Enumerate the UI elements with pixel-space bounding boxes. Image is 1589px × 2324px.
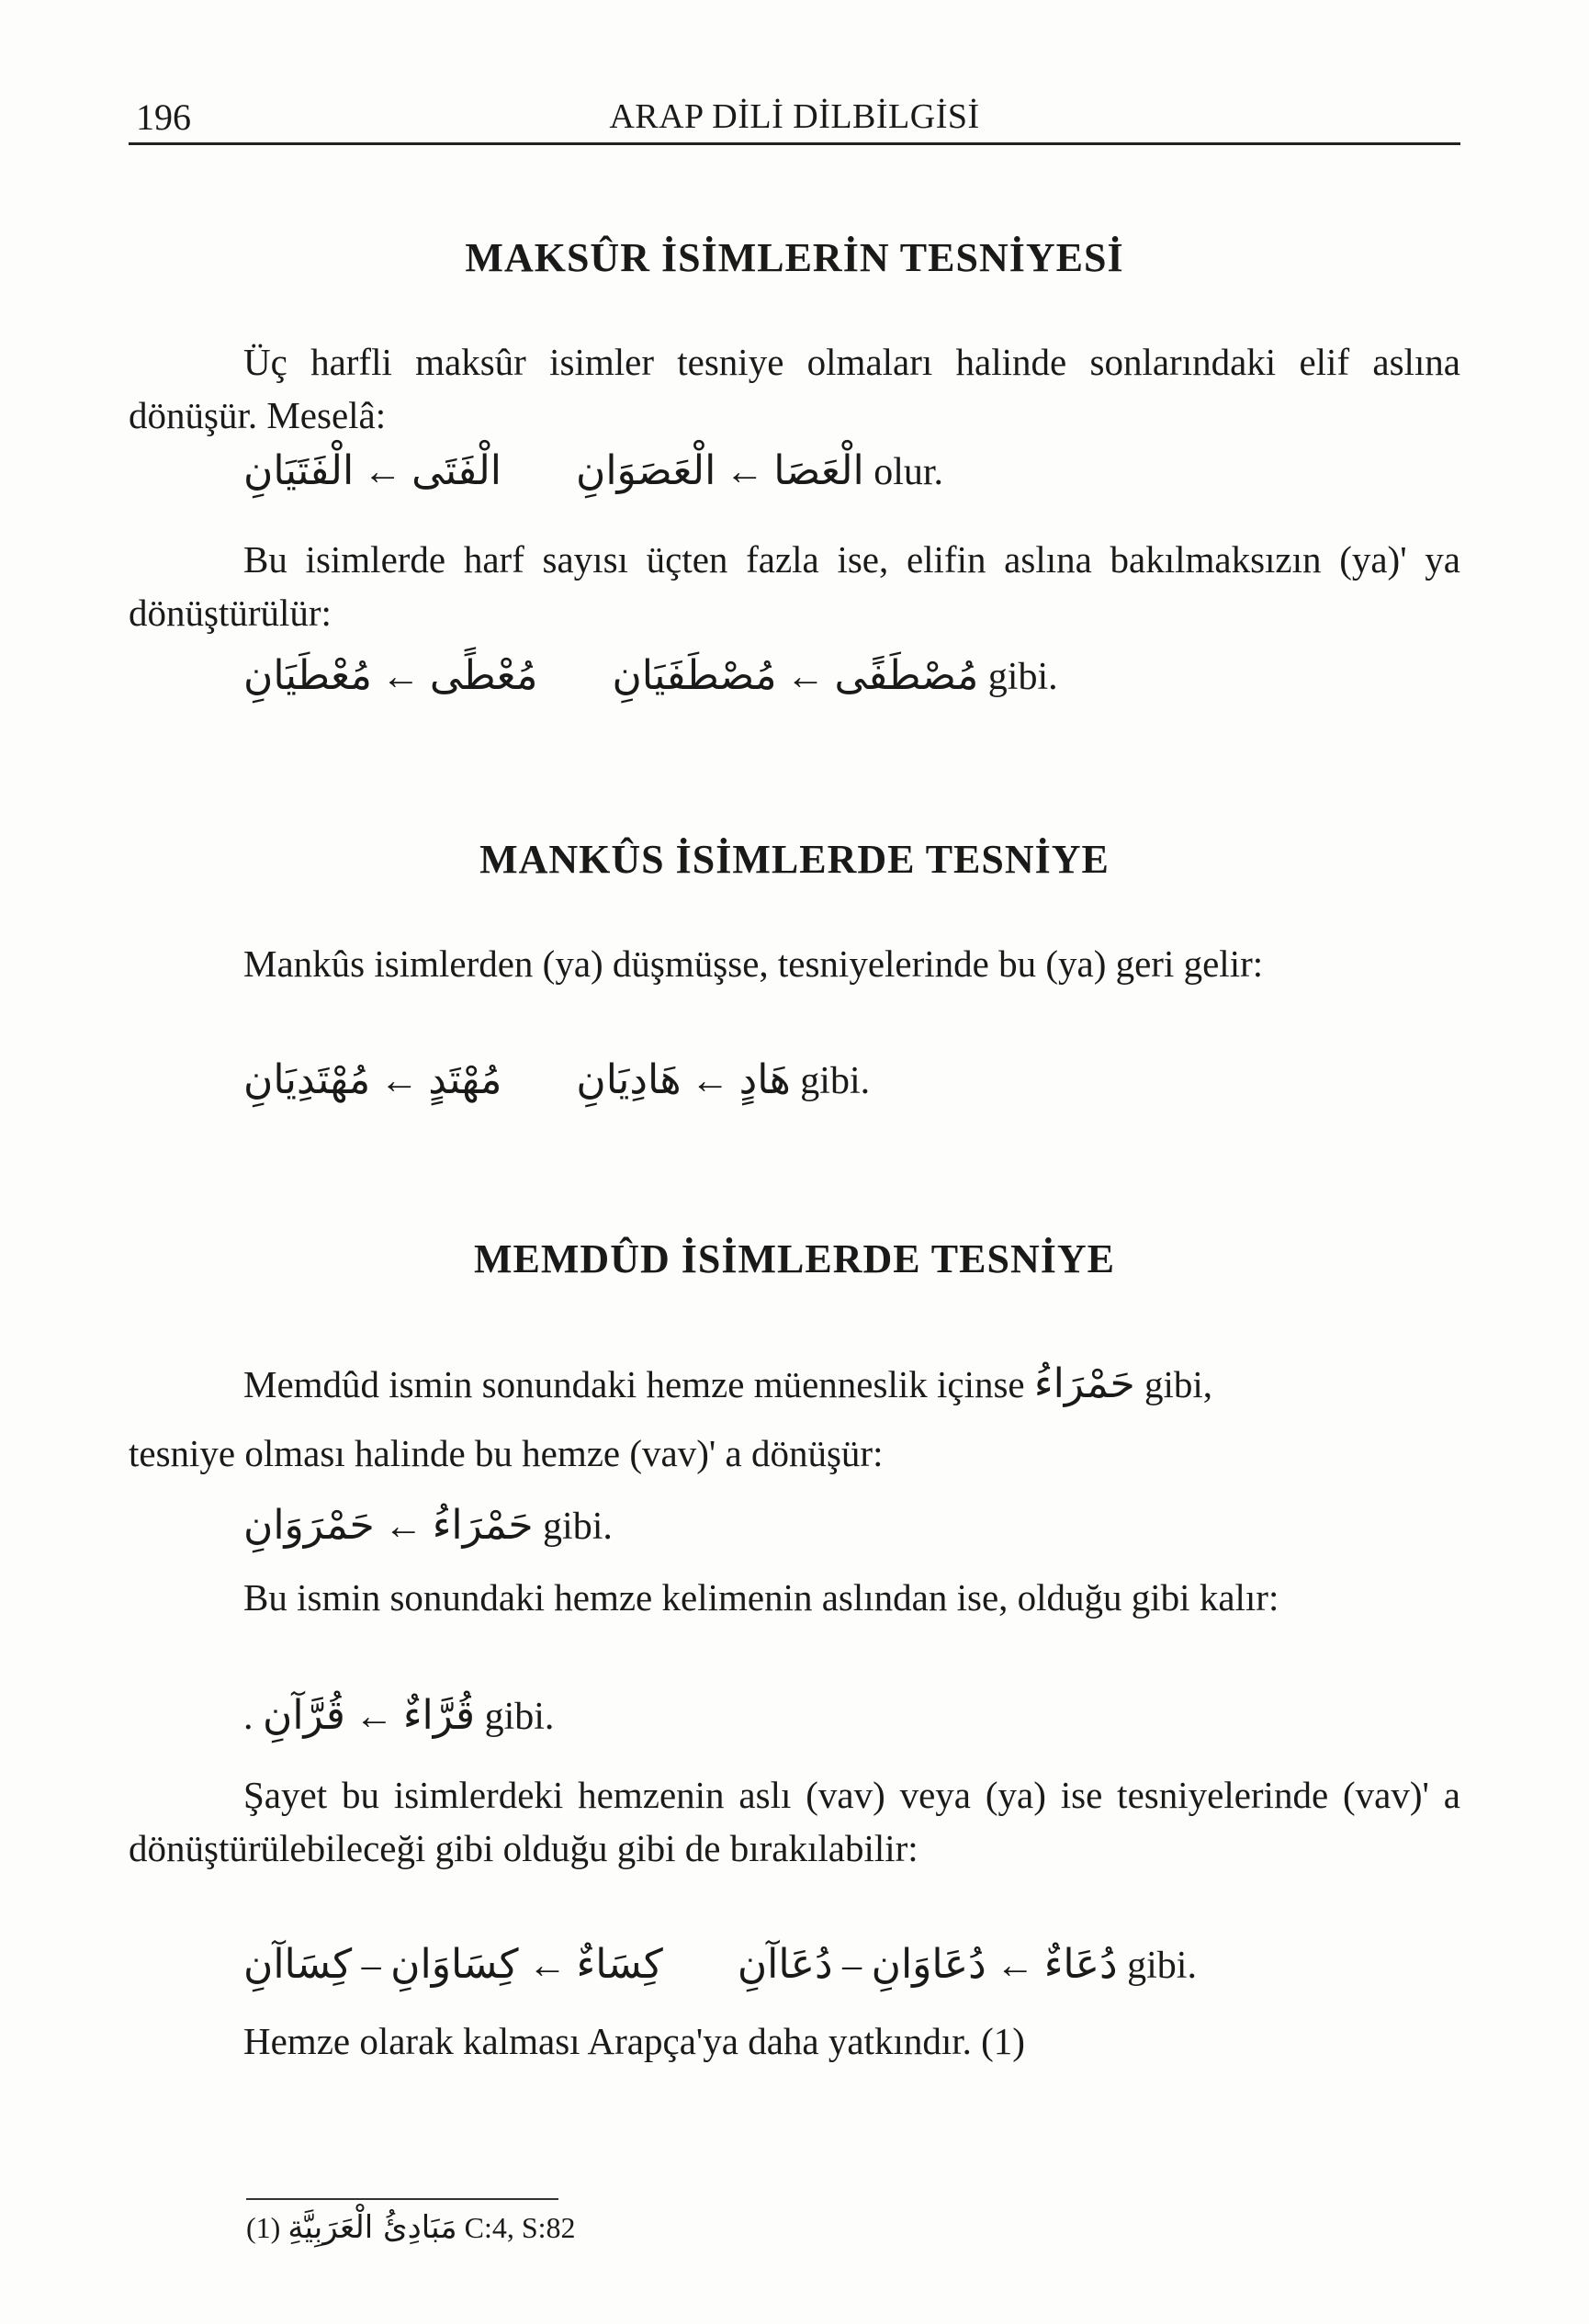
page-number: 196 (136, 96, 191, 138)
example-memdud-2 (243, 1692, 554, 1739)
example-suffix: gibi. (484, 1696, 555, 1738)
arabic-word: دُعَاءٌ (1043, 1941, 1118, 1988)
example-suffix: gibi. (800, 1060, 871, 1102)
arabic-word: مُصْطَفَيَانِ (612, 652, 777, 699)
dash: – (842, 1945, 862, 1987)
arabic-word: مُعْطَيَانِ (243, 652, 372, 699)
page-header (129, 87, 1460, 145)
paragraph-maksur-intro: Üç harfli maksûr isimler tesniye olmaları halinde sonlarındaki elif aslına dönüşür. Meselâ: (129, 341, 1460, 436)
arrow-icon: ← (691, 1060, 730, 1102)
arabic-word: حَمْرَاءُ (1033, 1360, 1135, 1407)
footnote (246, 2209, 576, 2246)
paragraph-memdud-note: Hemze olarak kalması Arapça'ya daha yatkındır. (1) (243, 2020, 1025, 2062)
paragraph-mankus: Mankûs isimlerden (ya) düşmüşse, tesniyelerinde bu (ya) geri gelir: (243, 942, 1264, 985)
paragraph-memdud-vav-ya: Şayet bu isimlerdeki hemzenin aslı (vav) veya (ya) ise tesniyelerinde (vav)' a dönüştürülebileceği gibi olduğu gibi de bırakılabilir: (129, 1774, 1460, 1869)
arabic-word: دُعَاوَانِ (871, 1941, 986, 1988)
arabic-word: كِسَاءٌ (576, 1941, 663, 1988)
example-memdud-3 (243, 1941, 1197, 1988)
dash: – (361, 1945, 381, 1987)
arabic-word: مُهْتَدٍ (428, 1056, 502, 1103)
arabic-word: حَمْرَوَانِ (243, 1502, 375, 1549)
arabic-word: مُهْتَدِيَانِ (243, 1056, 371, 1103)
example-maksur-2 (243, 652, 1058, 699)
footnote-marker: (1) (246, 2211, 281, 2244)
example-suffix: olur. (873, 451, 944, 493)
arrow-icon: ← (381, 656, 421, 698)
example-suffix: gibi. (1127, 1945, 1197, 1987)
arrow-icon: ← (379, 1060, 419, 1102)
running-title: ARAP DİLİ DİLBİLGİSİ (609, 97, 980, 136)
arabic-word: هَادِيَانِ (576, 1056, 682, 1103)
arrow-icon: ← (528, 1945, 568, 1987)
paragraph-memdud-asli: Bu ismin sonundaki hemze kelimenin aslından ise, olduğu gibi kalır: (243, 1576, 1279, 1619)
arabic-word: حَمْرَاءُ (432, 1502, 534, 1549)
arabic-word: هَادٍ (738, 1056, 791, 1103)
arabic-word: مُصْطَفًى (834, 652, 979, 699)
arabic-word: مُعْطًى (429, 652, 538, 699)
section-title-maksur: MAKSÛR İSİMLERİN TESNİYESİ (465, 235, 1124, 280)
section-title-memdud: MEMDÛD İSİMLERDE TESNİYE (474, 1236, 1115, 1281)
arabic-word: الْعَصَا (773, 447, 864, 494)
arabic-word: الْعَصَوَانِ (576, 447, 716, 494)
arrow-icon: ← (786, 656, 826, 698)
example-memdud-1 (243, 1502, 613, 1549)
footnote-arabic-title: مَبَادِئُ الْعَرَبِيَّةِ (287, 2209, 457, 2246)
example-maksur-1 (243, 447, 943, 494)
arabic-word: قُرَّآنِ (263, 1692, 345, 1739)
footnote-reference: C:4, S:82 (464, 2211, 576, 2244)
arrow-icon: ← (384, 1506, 423, 1548)
section-title-mankus: MANKÛS İSİMLERDE TESNİYE (479, 837, 1110, 882)
example-suffix: gibi. (987, 656, 1058, 698)
example-mankus (243, 1056, 870, 1103)
arabic-word: كِسَاآنِ (243, 1941, 353, 1988)
arabic-word: كِسَاوَانِ (390, 1941, 519, 1988)
footnote-divider (246, 2198, 558, 2200)
arabic-word: الْفَتَى (411, 447, 502, 494)
example-prefix: . (243, 1696, 254, 1738)
paragraph-maksur-rule: Bu isimlerde harf sayısı üçten fazla ise, elifin aslına bakılmaksızın (ya)' ya dönüştürülür: (129, 538, 1460, 634)
arabic-word: دُعَاآنِ (737, 1941, 833, 1988)
arrow-icon: ← (725, 451, 764, 493)
arabic-word: قُرَّاءٌ (402, 1692, 476, 1739)
paragraph-memdud-intro (129, 1358, 1460, 1411)
paragraph-text: Memdûd ismin sonundaki hemze müenneslik içinse (243, 1363, 1025, 1405)
arrow-icon: ← (363, 451, 402, 493)
paragraph-memdud-intro-line2: tesniye olması halinde bu hemze (vav)' a dönüşür: (129, 1432, 884, 1474)
arrow-icon: ← (996, 1945, 1035, 1987)
arrow-icon: ← (355, 1696, 394, 1738)
paragraph-text: gibi, (1144, 1363, 1212, 1405)
arabic-word: الْفَتَيَانِ (243, 447, 355, 494)
example-suffix: gibi. (543, 1506, 613, 1548)
